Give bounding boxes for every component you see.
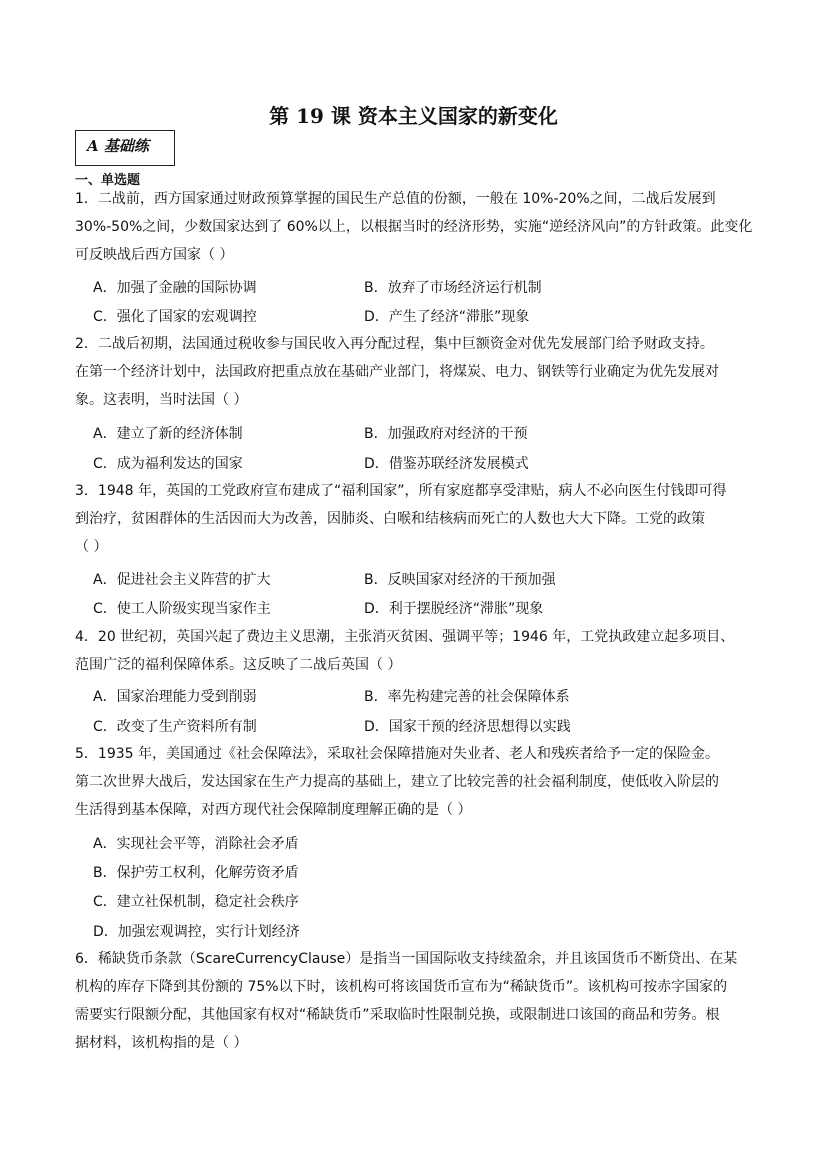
question-line: 1．二战前，西方国家通过财政预算掌握的国民生产总值的份额，一般在 10%-20%之间，二战后发展到 bbox=[75, 191, 716, 207]
option-b[interactable]: B．加强政府对经济的干预 bbox=[364, 426, 528, 442]
question-line: 6．稀缺货币条款（ScareCurrencyClause）是指当一国国际收支持续盈余，并且该国货币不断贷出、在某 bbox=[75, 951, 738, 967]
question-line: 需要实行限额分配，其他国家有权对“稀缺货币”采取临时性限制兑换，或限制进口该国的商品和劳务。根 bbox=[75, 1007, 720, 1023]
option-d[interactable]: D．加强宏观调控，实行计划经济 bbox=[93, 924, 300, 940]
question-line: 范围广泛的福利保障体系。这反映了二战后英国（ ） bbox=[75, 657, 402, 673]
lesson-title: 第 19 课 资本主义国家的新变化 bbox=[269, 104, 558, 128]
option-d[interactable]: D．产生了经济“滞胀”现象 bbox=[364, 309, 530, 325]
option-d[interactable]: D．国家干预的经济思想得以实践 bbox=[364, 719, 571, 735]
option-c[interactable]: C．使工人阶级实现当家作主 bbox=[93, 601, 271, 617]
question-line: 第二次世界大战后，发达国家在生产力提高的基础上，建立了比较完善的社会福利制度，使低收入阶层的 bbox=[75, 774, 719, 790]
question-line: （ ） bbox=[75, 539, 108, 555]
option-b[interactable]: B．放弃了市场经济运行机制 bbox=[364, 280, 542, 296]
question-line: 5．1935 年，美国通过《社会保障法》，采取社会保障措施对失业者、老人和残疾者给予一定的保险金。 bbox=[75, 746, 719, 762]
option-b[interactable]: B．反映国家对经济的干预加强 bbox=[364, 572, 556, 588]
question-line: 据材料，该机构指的是（ ） bbox=[75, 1035, 248, 1051]
option-a[interactable]: A．促进社会主义阵营的扩大 bbox=[93, 572, 271, 588]
section-heading: 一、单选题 bbox=[75, 173, 141, 188]
question-2 bbox=[75, 330, 755, 414]
option-c[interactable]: C．成为福利发达的国家 bbox=[93, 456, 243, 472]
question-line: 到治疗，贫困群体的生活因而大为改善，因肺炎、白喉和结核病而死亡的人数也大大下降。工党的政策 bbox=[75, 511, 705, 527]
question-line: 象。这表明，当时法国（ ） bbox=[75, 392, 248, 408]
question-line: 3．1948 年，英国的工党政府宣布建成了“福利国家”，所有家庭都享受津贴，病人不必向医生付钱即可得 bbox=[75, 483, 727, 499]
option-c[interactable]: C．强化了国家的宏观调控 bbox=[93, 309, 257, 325]
option-d[interactable]: D．利于摆脱经济“滞胀”现象 bbox=[364, 601, 544, 617]
option-d[interactable]: D．借鉴苏联经济发展模式 bbox=[364, 456, 529, 472]
option-c[interactable]: C．改变了生产资料所有制 bbox=[93, 719, 257, 735]
option-a[interactable]: A．建立了新的经济体制 bbox=[93, 426, 243, 442]
question-1 bbox=[75, 185, 755, 269]
question-line: 2．二战后初期，法国通过税收参与国民收入再分配过程，集中巨额资金对优先发展部门给予财政支持。 bbox=[75, 336, 714, 352]
level-badge-label: A 基础练 bbox=[87, 137, 149, 155]
option-c[interactable]: C．建立社保机制，稳定社会秩序 bbox=[93, 894, 299, 910]
question-line: 机构的库存下降到其份额的 75%以下时，该机构可将该国货币宣布为“稀缺货币”。该机构可按赤字国家的 bbox=[75, 979, 728, 995]
option-a[interactable]: A．实现社会平等，消除社会矛盾 bbox=[93, 836, 299, 852]
option-a[interactable]: A．国家治理能力受到削弱 bbox=[93, 689, 257, 705]
question-4 bbox=[75, 623, 755, 679]
option-a[interactable]: A．加强了金融的国际协调 bbox=[93, 280, 257, 296]
question-line: 可反映战后西方国家（ ） bbox=[75, 247, 234, 263]
option-b[interactable]: B．保护劳工权利，化解劳资矛盾 bbox=[93, 865, 299, 881]
question-6 bbox=[75, 945, 755, 1057]
question-line: 4．20 世纪初，英国兴起了费边主义思潮，主张消灭贫困、强调平等；1946 年，工党执政建立起多项目、 bbox=[75, 629, 735, 645]
level-badge bbox=[75, 130, 175, 166]
question-line: 在第一个经济计划中，法国政府把重点放在基础产业部门，将煤炭、电力、钢铁等行业确定为优先发展对 bbox=[75, 364, 719, 380]
option-b[interactable]: B．率先构建完善的社会保障体系 bbox=[364, 689, 570, 705]
question-3 bbox=[75, 477, 755, 561]
question-5 bbox=[75, 740, 755, 824]
question-line: 生活得到基本保障，对西方现代社会保障制度理解正确的是（ ） bbox=[75, 802, 472, 818]
question-line: 30%-50%之间，少数国家达到了 60%以上，以根据当时的经济形势，实施“逆经济风向”的方针政策。此变化 bbox=[75, 219, 753, 235]
